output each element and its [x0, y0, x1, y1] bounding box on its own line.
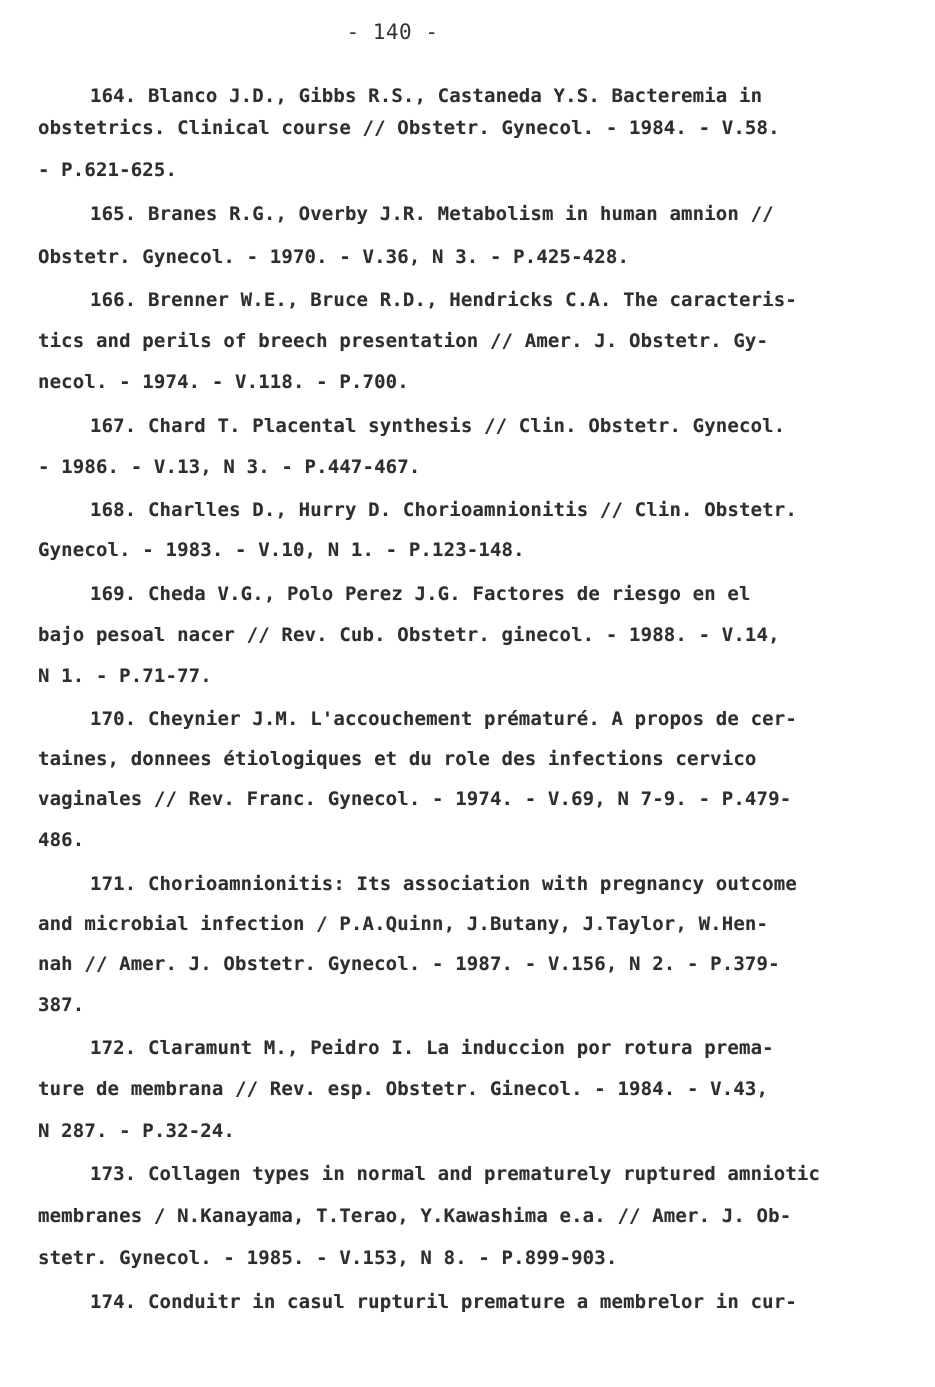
reference-continuation-line: and microbial infection / P.A.Quinn, J.Butany, J.Taylor, W.Hen-: [38, 913, 769, 935]
reference-entry-line: 167. Chard T. Placental synthesis // Clin. Obstetr. Gynecol.: [90, 415, 786, 437]
reference-continuation-line: N 1. - P.71-77.: [38, 665, 212, 687]
reference-continuation-line: membranes / N.Kanayama, T.Terao, Y.Kawashima e.a. // Amer. J. Ob-: [38, 1205, 792, 1227]
reference-continuation-line: N 287. - P.32-24.: [38, 1120, 236, 1142]
reference-entry-line: 174. Conduitr in casul rupturil premature a membrelor in cur-: [90, 1291, 797, 1313]
reference-entry-line: 171. Chorioamnionitis: Its association with pregnancy outcome: [90, 873, 797, 895]
reference-continuation-line: ture de membrana // Rev. esp. Obstetr. Ginecol. - 1984. - V.43,: [38, 1078, 769, 1100]
reference-continuation-line: 486.: [38, 829, 85, 851]
reference-continuation-line: obstetrics. Clinical course // Obstetr. Gynecol. - 1984. - V.58.: [38, 117, 780, 139]
reference-continuation-line: - 1986. - V.13, N 3. - P.447-467.: [38, 456, 421, 478]
reference-entry-line: 169. Cheda V.G., Polo Perez J.G. Factores de riesgo en el: [90, 583, 751, 605]
reference-entry-line: 166. Brenner W.E., Bruce R.D., Hendricks C.A. The caracteris-: [90, 289, 797, 311]
reference-continuation-line: taines, donnees étiologiques et du role des infections cervico: [38, 748, 757, 770]
reference-entry-line: 164. Blanco J.D., Gibbs R.S., Castaneda Y.S. Bacteremia in: [90, 85, 763, 107]
reference-entry-line: 170. Cheynier J.M. L'accouchement prématuré. A propos de cer-: [90, 708, 797, 730]
reference-continuation-line: bajo pesoal nacer // Rev. Cub. Obstetr. ginecol. - 1988. - V.14,: [38, 624, 780, 646]
reference-continuation-line: stetr. Gynecol. - 1985. - V.153, N 8. - P.899-903.: [38, 1247, 618, 1269]
page-number: - 140 -: [346, 20, 439, 44]
reference-entry-line: 168. Charlles D., Hurry D. Chorioamnionitis // Clin. Obstetr.: [90, 499, 797, 521]
reference-continuation-line: nah // Amer. J. Obstetr. Gynecol. - 1987. - V.156, N 2. - P.379-: [38, 953, 780, 975]
reference-continuation-line: - P.621-625.: [38, 159, 178, 181]
reference-continuation-line: vaginales // Rev. Franc. Gynecol. - 1974. - V.69, N 7-9. - P.479-: [38, 788, 792, 810]
reference-continuation-line: tics and perils of breech presentation // Amer. J. Obstetr. Gy-: [38, 330, 769, 352]
reference-continuation-line: 387.: [38, 994, 85, 1016]
reference-continuation-line: Gynecol. - 1983. - V.10, N 1. - P.123-148.: [38, 539, 525, 561]
reference-continuation-line: necol. - 1974. - V.118. - P.700.: [38, 371, 409, 393]
reference-entry-line: 165. Branes R.G., Overby J.R. Metabolism in human amnion //: [90, 203, 774, 225]
reference-entry-line: 173. Collagen types in normal and prematurely ruptured amniotic: [90, 1163, 821, 1185]
reference-entry-line: 172. Claramunt M., Peidro I. La induccion por rotura prema-: [90, 1037, 774, 1059]
reference-continuation-line: Obstetr. Gynecol. - 1970. - V.36, N 3. - P.425-428.: [38, 246, 630, 268]
